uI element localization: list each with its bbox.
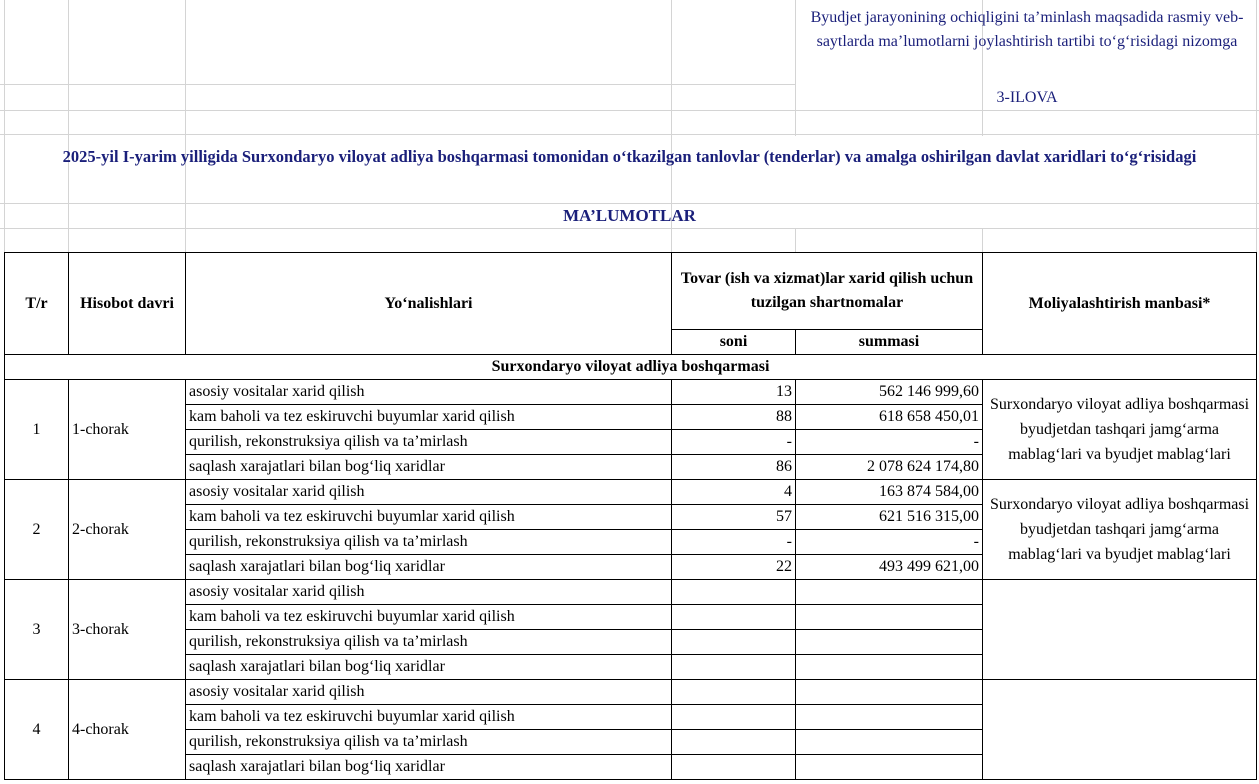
row-number: 3 xyxy=(5,580,69,680)
funding-source xyxy=(983,580,1257,680)
direction-cell: qurilish, rekonstruksiya qilish va ta’mirlash xyxy=(186,630,672,655)
appendix-note: Byudjet jarayonining ochiqligini ta’minlash maqsadida rasmiy veb-saytlarda ma’lumotlarni joylashtirish tartibi to‘g‘risidagi nizomga xyxy=(810,9,1244,50)
count-cell: 22 xyxy=(672,555,796,580)
sum-cell xyxy=(796,680,983,705)
direction-cell: kam baholi va tez eskiruvchi buyumlar xarid qilish xyxy=(186,505,672,530)
row-number: 1 xyxy=(5,380,69,480)
count-cell: - xyxy=(672,530,796,555)
count-cell: 13 xyxy=(672,380,796,405)
sum-cell xyxy=(796,705,983,730)
table-row xyxy=(5,580,1257,605)
funding-source: Surxondaryo viloyat adliya boshqarmasi byudjetdan tashqari jamg‘arma mablag‘lari va byudjet mablag‘lari xyxy=(983,480,1257,580)
sum-cell xyxy=(796,580,983,605)
header-source: Moliyalashtirish manbasi* xyxy=(983,253,1257,355)
sum-cell: 621 516 315,00 xyxy=(796,505,983,530)
page-subtitle: MA’LUMOTLAR xyxy=(563,206,696,225)
count-cell: 57 xyxy=(672,505,796,530)
sum-cell xyxy=(796,755,983,780)
count-cell xyxy=(672,755,796,780)
count-cell: 86 xyxy=(672,455,796,480)
report-period: 2-chorak xyxy=(69,480,186,580)
sum-cell: 493 499 621,00 xyxy=(796,555,983,580)
direction-cell: asosiy vositalar xarid qilish xyxy=(186,680,672,705)
count-cell: 4 xyxy=(672,480,796,505)
direction-cell: saqlash xarajatlari bilan bog‘liq xaridlar xyxy=(186,755,672,780)
direction-cell: saqlash xarajatlari bilan bog‘liq xaridlar xyxy=(186,655,672,680)
direction-cell: kam baholi va tez eskiruvchi buyumlar xarid qilish xyxy=(186,605,672,630)
direction-cell: qurilish, rekonstruksiya qilish va ta’mirlash xyxy=(186,530,672,555)
report-period: 3-chorak xyxy=(69,580,186,680)
sum-cell: - xyxy=(796,530,983,555)
count-cell xyxy=(672,580,796,605)
count-cell xyxy=(672,655,796,680)
count-cell xyxy=(672,630,796,655)
direction-cell: asosiy vositalar xarid qilish xyxy=(186,480,672,505)
sum-cell xyxy=(796,605,983,630)
direction-cell: saqlash xarajatlari bilan bog‘liq xaridlar xyxy=(186,555,672,580)
header-contracts: Tovar (ish va xizmat)lar xarid qilish uchun tuzilgan shartnomalar xyxy=(672,253,983,330)
sum-cell xyxy=(796,630,983,655)
funding-source xyxy=(983,680,1257,780)
count-cell xyxy=(672,605,796,630)
header-sum: summasi xyxy=(796,330,983,355)
sum-cell: 163 874 584,00 xyxy=(796,480,983,505)
direction-cell: qurilish, rekonstruksiya qilish va ta’mirlash xyxy=(186,730,672,755)
row-number: 4 xyxy=(5,680,69,780)
funding-source: Surxondaryo viloyat adliya boshqarmasi byudjetdan tashqari jamg‘arma mablag‘lari va byudjet mablag‘lari xyxy=(983,380,1257,480)
direction-cell: kam baholi va tez eskiruvchi buyumlar xarid qilish xyxy=(186,705,672,730)
direction-cell: asosiy vositalar xarid qilish xyxy=(186,380,672,405)
sum-cell: 618 658 450,01 xyxy=(796,405,983,430)
table-row xyxy=(5,380,1257,405)
report-period: 1-chorak xyxy=(69,380,186,480)
sum-cell: 2 078 624 174,80 xyxy=(796,455,983,480)
report-period: 4-chorak xyxy=(69,680,186,780)
sum-cell: 562 146 999,60 xyxy=(796,380,983,405)
header-period: Hisobot davri xyxy=(69,253,186,355)
sum-cell xyxy=(796,730,983,755)
count-cell xyxy=(672,705,796,730)
org-row: Surxondaryo viloyat adliya boshqarmasi xyxy=(5,355,1257,380)
header-direction: Yo‘nalishlari xyxy=(186,253,672,355)
count-cell: 88 xyxy=(672,405,796,430)
table-row xyxy=(5,680,1257,705)
header-count: soni xyxy=(672,330,796,355)
appendix-number: 3-ILOVA xyxy=(996,89,1058,106)
direction-cell: saqlash xarajatlari bilan bog‘liq xaridlar xyxy=(186,455,672,480)
count-cell: - xyxy=(672,430,796,455)
count-cell xyxy=(672,730,796,755)
row-number: 2 xyxy=(5,480,69,580)
table-row xyxy=(5,480,1257,505)
count-cell xyxy=(672,680,796,705)
direction-cell: asosiy vositalar xarid qilish xyxy=(186,580,672,605)
procurement-table xyxy=(4,252,1257,780)
direction-cell: qurilish, rekonstruksiya qilish va ta’mirlash xyxy=(186,430,672,455)
sum-cell: - xyxy=(796,430,983,455)
header-tr: T/r xyxy=(5,253,69,355)
sum-cell xyxy=(796,655,983,680)
direction-cell: kam baholi va tez eskiruvchi buyumlar xarid qilish xyxy=(186,405,672,430)
page-title: 2025-yil I-yarim yilligida Surxondaryo viloyat adliya boshqarmasi tomonidan o‘tkazilgan tanlovlar (tenderlar) va amalga oshirilgan davlat xaridlari to‘g‘risidagi xyxy=(62,147,1197,166)
